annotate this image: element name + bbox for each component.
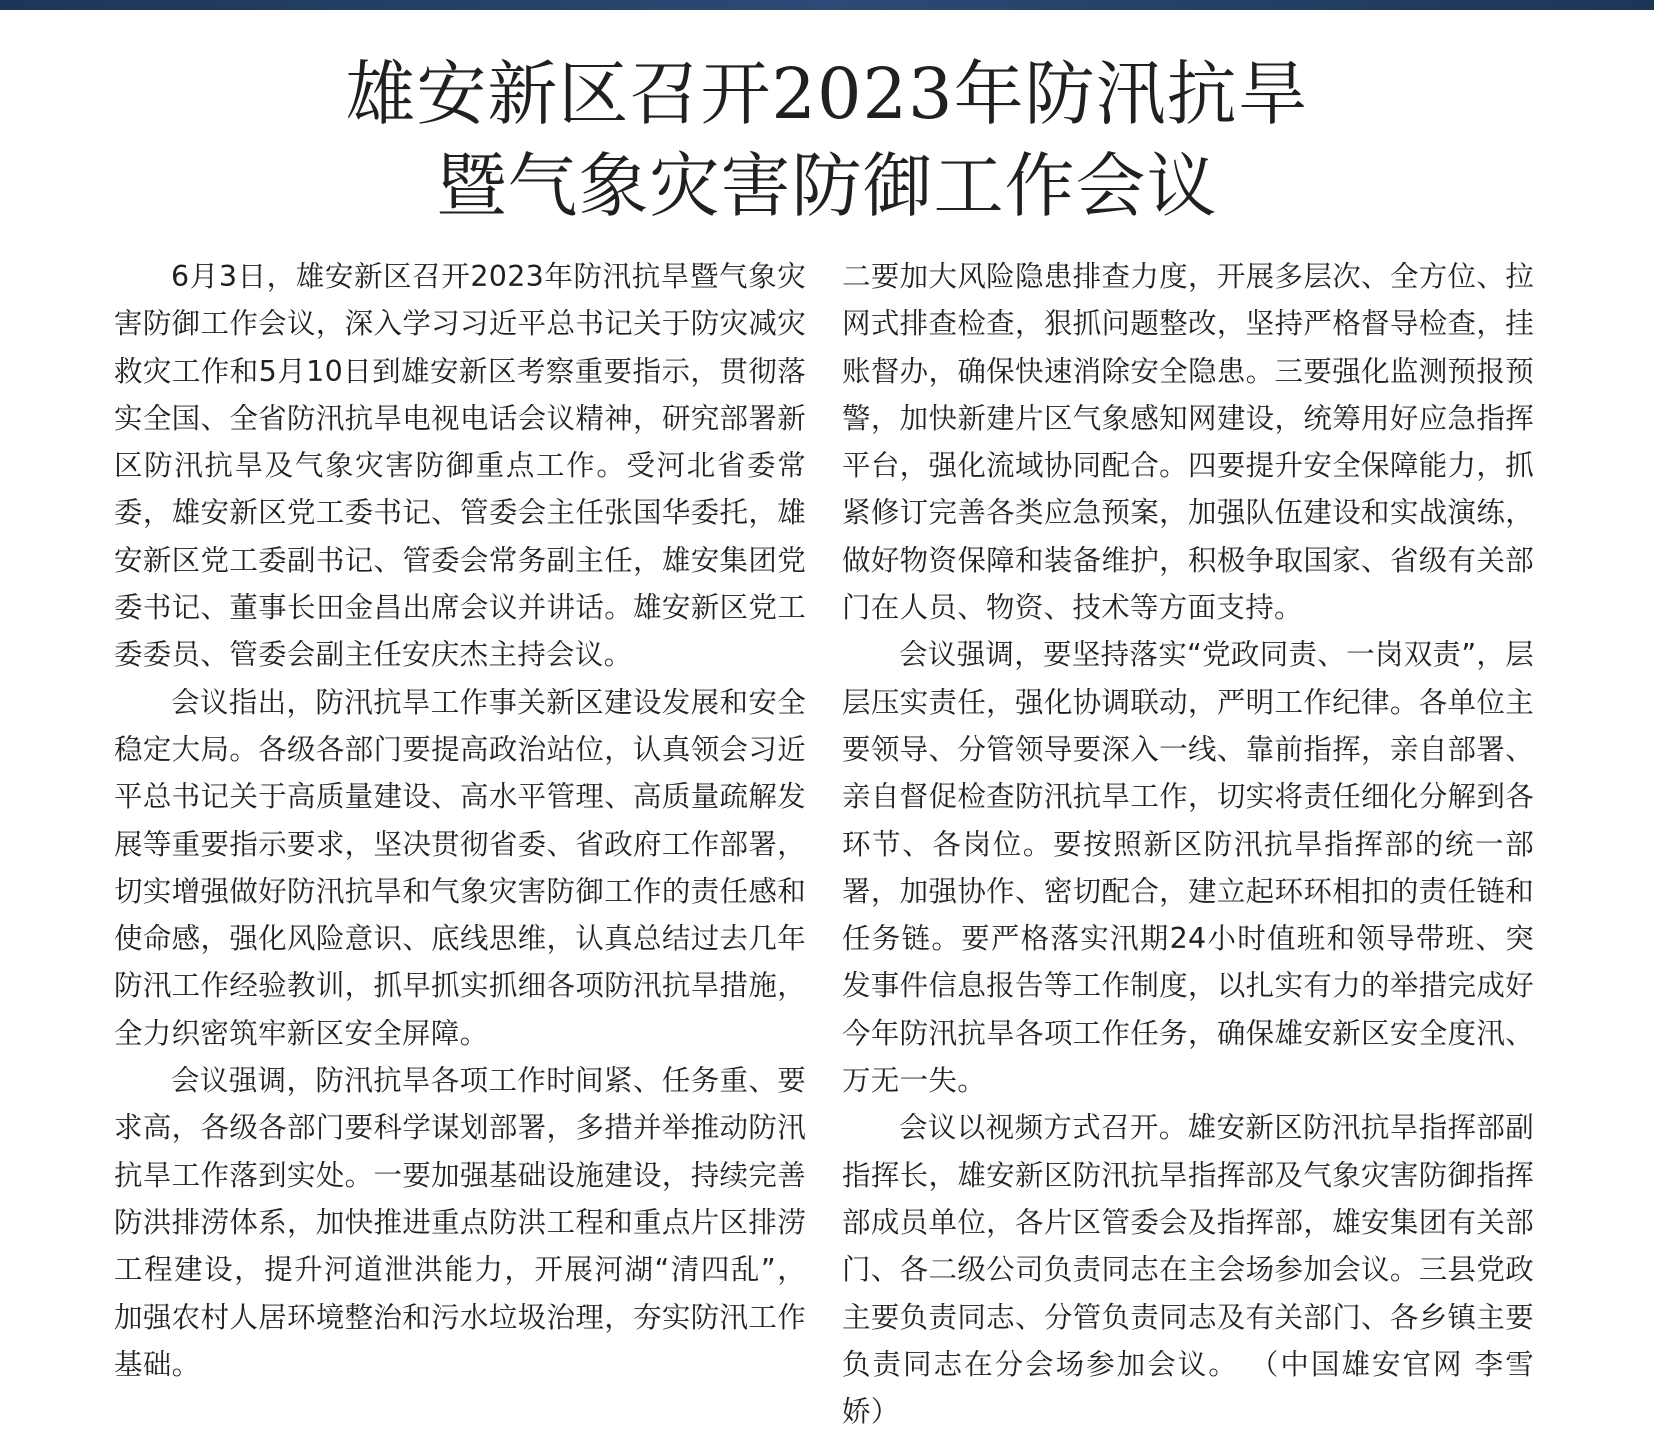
paragraph: 会议以视频方式召开。雄安新区防汛抗旱指挥部副指挥长，雄安新区防汛抗旱指挥部及气象灾害防御指挥部成员单位，各片区管委会及指挥部，雄安集团有关部门、各二级公司负责同志在主会场参加会议。三县党政主要负责同志、分管负责同志及有关部门、各乡镇主要负责同志在分会场参加会议。 （中国雄安官网 李雪娇） (842, 1111, 1534, 1429)
paragraph-continuation: 二要加大风险隐患排查力度，开展多层次、全方位、拉网式排查检查，狠抓问题整改，坚持严格督导检查，挂账督办，确保快速消除安全隐患。三要强化监测预报预警，加快新建片区气象感知网建设，统筹用好应急指挥平台，强化流域协同配合。四要提升安全保障能力，抓紧修订完善各类应急预案，加强队伍建设和实战演练，做好物资保障和装备维护，积极争取国家、省级有关部门在人员、物资、技术等方面支持。 (842, 260, 1534, 625)
paragraph: 6月3日，雄安新区召开2023年防汛抗旱暨气象灾害防御工作会议，深入学习习近平总书记关于防灾减灾救灾工作和5月10日到雄安新区考察重要指示，贯彻落实全国、全省防汛抗旱电视电话会议精神，研究部署新区防汛抗旱及气象灾害防御重点工作。受河北省委常委，雄安新区党工委书记、管委会主任张国华委托，雄安新区党工委副书记、管委会常务副主任，雄安集团党委书记、董事长田金昌出席会议并讲话。雄安新区党工委委员、管委会副主任安庆杰主持会议。 (114, 260, 806, 672)
paragraph: 会议指出，防汛抗旱工作事关新区建设发展和安全稳定大局。各级各部门要提高政治站位，认真领会习近平总书记关于高质量建设、高水平管理、高质量疏解发展等重要指示要求，坚决贯彻省委、省政府工作部署，切实增强做好防汛抗旱和气象灾害防御工作的责任感和使命感，强化风险意识、底线思维，认真总结过去几年防汛工作经验教训，抓早抓实抓细各项防汛抗旱措施，全力织密筑牢新区安全屏障。 (114, 685, 806, 1050)
title-line-2: 暨气象灾害防御工作会议 (436, 145, 1218, 227)
right-column (842, 253, 1534, 1435)
article-body (114, 253, 1534, 1435)
paragraph: 会议强调，防汛抗旱各项工作时间紧、任务重、要求高，各级各部门要科学谋划部署，多措并举推动防汛抗旱工作落到实处。一要加强基础设施建设，持续完善防洪排涝体系，加快推进重点防洪工程和重点片区排涝工程建设，提升河道泄洪能力，开展河湖“清四乱”，加强农村人居环境整治和污水垃圾治理，夯实防汛工作基础。 (114, 1064, 806, 1381)
top-decorative-bar (0, 0, 1654, 10)
article-title (0, 48, 1654, 232)
left-column (114, 253, 806, 1435)
paragraph: 会议强调，要坚持落实“党政同责、一岗双责”，层层压实责任，强化协调联动，严明工作纪律。各单位主要领导、分管领导要深入一线、靠前指挥，亲自部署、亲自督促检查防汛抗旱工作，切实将责任细化分解到各环节、各岗位。要按照新区防汛抗旱指挥部的统一部署，加强协作、密切配合，建立起环环相扣的责任链和任务链。要严格落实汛期24小时值班和领导带班、突发事件信息报告等工作制度，以扎实有力的举措完成好今年防汛抗旱各项工作任务，确保雄安新区安全度汛、万无一失。 (842, 638, 1534, 1098)
title-line-1: 雄安新区召开2023年防汛抗旱 (345, 53, 1309, 135)
